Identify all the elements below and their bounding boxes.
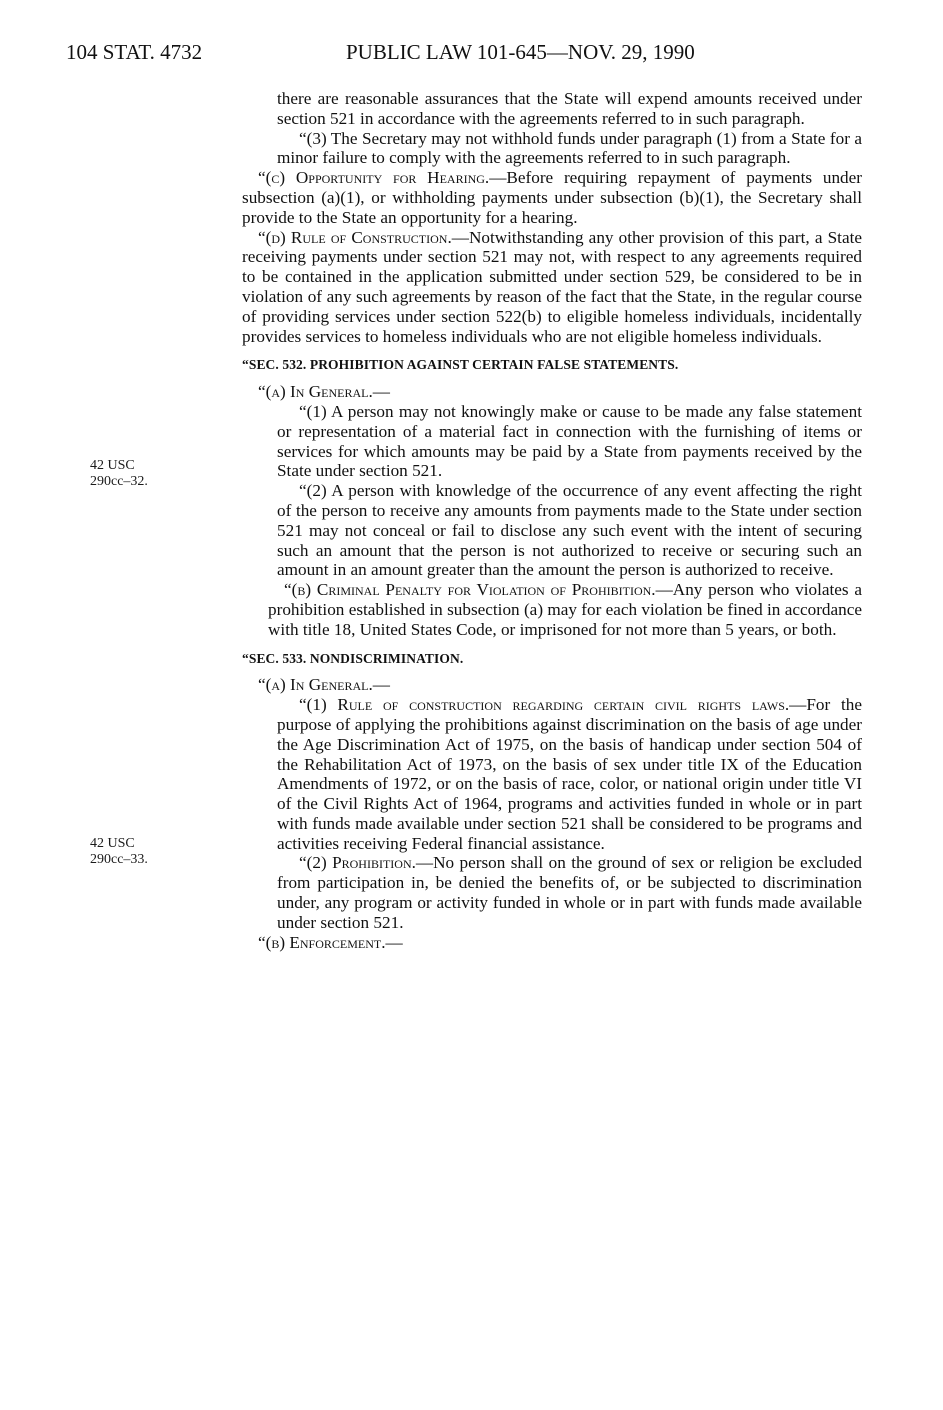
paragraph: “(1) A person may not knowingly make or cause to be made any false statement or representation of a material fact in connection with the furnishing of items or services for which amounts may be paid by a State from payments received by the State under section 521. [277, 401, 862, 481]
paragraph: “(2) A person with knowledge of the occurrence of any event affecting the right of the person to receive any amounts from payments made to the State under section 521 may not conceal or fail to disclose any such event with the intent of securing such an amount that the person is not authorized to receive or securing such an amount in an amount greater than the amount the person is authorized to receive. [277, 481, 862, 580]
margin-citation-line: 42 USC [90, 458, 135, 473]
margin-citation-532 [90, 458, 230, 490]
subsection-heading: “(b) Criminal Penalty for Violation of Prohibition. [284, 580, 656, 600]
statute-body [242, 89, 862, 952]
paragraph [242, 228, 862, 347]
stat-page-number: 104 STAT. 4732 [66, 40, 203, 64]
paragraph [242, 853, 862, 932]
paragraph [242, 168, 862, 227]
running-header [66, 40, 766, 70]
section-heading: “SEC. 532. PROHIBITION AGAINST CERTAIN FALSE STATEMENTS. [242, 357, 679, 373]
paragraph [242, 580, 862, 639]
subsection-heading: “(b) Enforcement.— [258, 932, 403, 952]
public-law-citation: PUBLIC LAW 101-645—NOV. 29, 1990 [346, 40, 695, 64]
paragraph-text: —For the purpose of applying the prohibitions against discrimination on the basis of age under the Age Discrimination Act of 1975, on the basis of handicap under section 504 of the Rehabilitation Act of 1973, on the basis of sex under title IX of the Education Amendments of 1972, or on the basis of race, color, or national origin under title VI of the Civil Rights Act of 1964, programs and activities funded in whole or in part with funds made available under section 521 shall be considered to be programs and activities receiving Federal financial assistance. [277, 695, 862, 853]
paragraph-text: —Before requiring repayment of payments under subsection (a)(1), or withholding payments under subsection (b)(1), the Secretary shall provide to the State an opportunity for a hearing. [242, 168, 863, 227]
subsection-heading: “(d) Rule of Construction. [258, 227, 452, 247]
subsection-heading: “(c) Opportunity for Hearing. [258, 168, 490, 188]
margin-citation-line: 42 USC [90, 836, 135, 851]
paragraph-text: —No person shall on the ground of sex or religion be excluded from participation in, be denied the benefits of, or be subjected to discrimination under, any program or activity funded in whole or in part with funds made available under section 521. [277, 853, 862, 932]
paragraph-text: —Any person who violates a prohibition established in subsection (a) may for each violation be fined in accordance with title 18, United States Code, or imprisoned for not more than 5 years, or both. [268, 580, 862, 639]
paragraph: there are reasonable assurances that the State will expend amounts received under section 521 in accordance with the agreements referred to in such paragraph. [277, 89, 862, 128]
margin-citation-line: 290cc–32. [90, 474, 148, 489]
margin-citation-line: 290cc–33. [90, 852, 148, 867]
paragraph: “(3) The Secretary may not withhold funds under paragraph (1) from a State for a minor failure to comply with the agreements referred to in such paragraph. [277, 128, 862, 168]
section-heading: “SEC. 533. NONDISCRIMINATION. [242, 650, 464, 666]
paragraph-heading: “(1) Rule of construction regarding certain civil rights laws. [299, 695, 790, 715]
margin-citation-533 [90, 836, 230, 868]
paragraph [242, 695, 862, 853]
subsection-heading: “(a) In General.— [258, 382, 390, 402]
subsection-heading: “(a) In General.— [258, 675, 390, 695]
paragraph-text: —Notwithstanding any other provision of this part, a State receiving payments under section 521 may not, with respect to any agreements required to be contained in the application submitted under section 529, be considered to be in violation of any such agreements by reason of the fact that the State, in the regular course of providing services under section 522(b) to eligible homeless individuals, incidentally provides services to homeless individuals who are not eligible homeless individuals. [242, 227, 862, 346]
paragraph-heading: “(2) Prohibition. [299, 853, 416, 873]
